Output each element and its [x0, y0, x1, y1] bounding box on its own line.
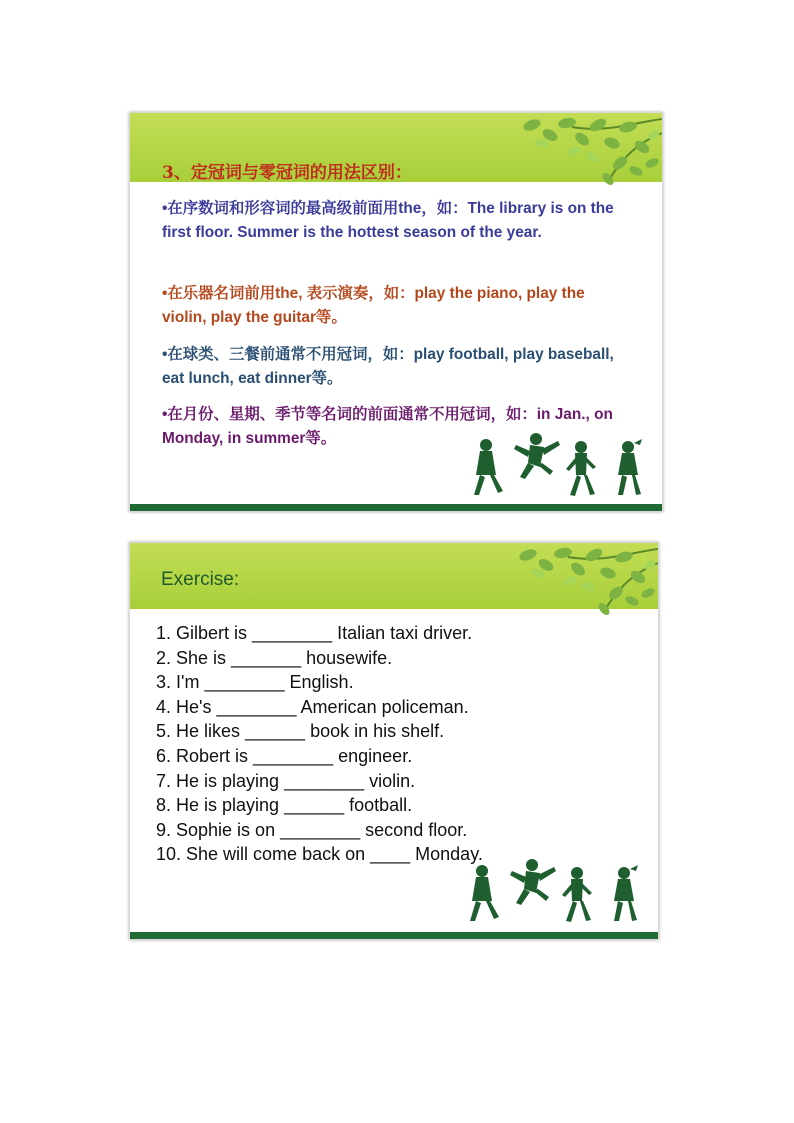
rule-instruments: •在乐器名词前用the, 表示演奏，如：play the piano, play the violin, play the guitar等。	[162, 285, 585, 326]
rule-months-days-seasons: •在月份、星期、季节等名词的前面通常不用冠词，如：in Jan., on Monday, in summer等。	[162, 406, 613, 447]
exercise-item-7: 7. He is playing ________ violin.	[156, 770, 416, 791]
exercise-list	[156, 621, 483, 867]
slide-footer-bar	[130, 504, 662, 511]
exercise-item-10: 10. She will come back on ____ Monday.	[156, 844, 483, 865]
exercise-item-5: 5. He likes ______ book in his shelf.	[156, 721, 445, 742]
children-silhouette-icon	[462, 857, 652, 929]
slide-articles-usage	[129, 112, 663, 512]
slide-title: 3、定冠词与零冠词的用法区别：	[162, 163, 412, 183]
slide-title: Exercise:	[161, 569, 240, 590]
rule-sports-meals: •在球类、三餐前通常不用冠词，如：play football, play baseball, eat lunch, eat dinner等。	[162, 346, 614, 387]
exercise-item-4: 4. He's ________ American policeman.	[156, 696, 469, 717]
exercise-item-1: 1. Gilbert is ________ Italian taxi driver.	[156, 623, 473, 643]
slide-footer-bar	[130, 932, 658, 939]
leaf-branch-icon	[508, 543, 658, 623]
rule-ordinal-superlative: •在序数词和形容词的最高级前面用the，如：The library is on the first floor. Summer is the hottest season of the year.	[162, 200, 614, 241]
exercise-item-3: 3. I'm ________ English.	[156, 672, 354, 693]
exercise-item-2: 2. She is _______ housewife.	[156, 647, 393, 668]
children-silhouette-icon	[466, 431, 656, 503]
slide-exercise	[129, 542, 659, 940]
leaf-branch-icon	[512, 113, 662, 193]
exercise-item-6: 6. Robert is ________ engineer.	[156, 745, 413, 766]
exercise-item-9: 9. Sophie is on ________ second floor.	[156, 819, 468, 840]
exercise-item-8: 8. He is playing ______ football.	[156, 795, 413, 816]
